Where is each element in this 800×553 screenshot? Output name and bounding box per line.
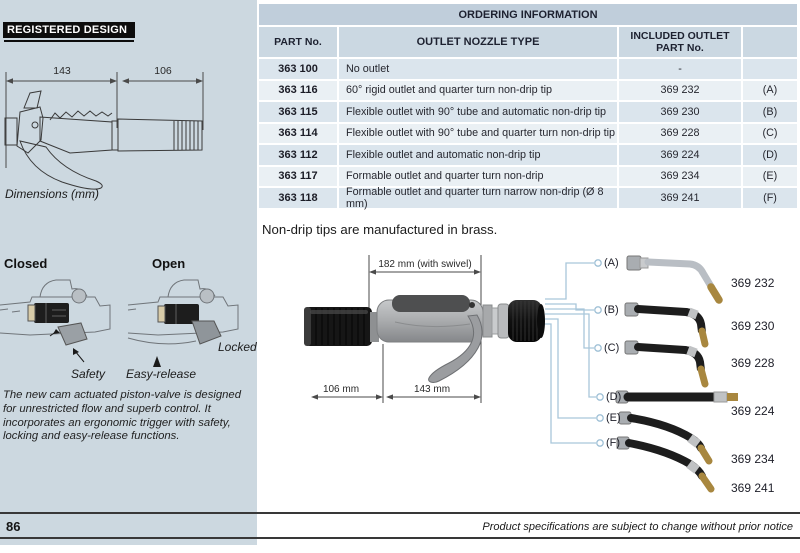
footer-bottom-rule — [0, 537, 800, 539]
col-header-ref — [743, 27, 797, 57]
included-part-cell: 369 234 — [619, 167, 741, 187]
dim-143mm-label: 143 mm — [413, 384, 451, 395]
table-row — [259, 145, 797, 165]
open-valve-diagram — [128, 280, 238, 344]
dim-182-label: 182 mm (with swivel) — [378, 259, 472, 270]
nozzle-f-label: (F) — [606, 437, 621, 449]
nozzle-c-image — [625, 341, 705, 384]
ref-cell: (E) — [743, 167, 797, 187]
nozzle-type-cell: Formable outlet and quarter turn non-drip — [339, 167, 617, 187]
nozzle-a-part-number: 369 232 — [731, 276, 775, 290]
open-label: Open — [152, 256, 186, 271]
nozzle-e-label: (E) — [606, 412, 621, 424]
part-no-cell: 363 115 — [259, 102, 337, 122]
product-figure — [258, 240, 800, 506]
table-row — [259, 185, 797, 210]
part-no-cell: 363 117 — [259, 167, 337, 187]
grease-gun-image — [304, 295, 545, 382]
nozzle-type-cell: 60° rigid outlet and quarter turn non-drip tip — [339, 81, 617, 101]
table-title: ORDERING INFORMATION — [259, 4, 797, 25]
nozzle-e-part-number: 369 234 — [731, 452, 775, 466]
ref-cell: (C) — [743, 124, 797, 144]
nozzle-a-image — [627, 256, 719, 300]
included-part-cell: 369 228 — [619, 124, 741, 144]
nozzle-f-part-number: 369 241 — [731, 481, 775, 495]
page-number: 86 — [6, 519, 21, 534]
safety-label: Safety — [71, 367, 106, 381]
locked-label: Locked — [218, 340, 257, 354]
brass-note: Non-drip tips are manufactured in brass. — [262, 222, 498, 237]
registered-design-banner — [3, 22, 135, 40]
easy-release-arrow — [153, 356, 161, 367]
part-no-cell: 363 116 — [259, 81, 337, 101]
product-description: The new cam actuated piston-valve is designed for unrestricted flow and superb control. It incorporates an ergonomic trigger with safety, locking and easy-release functions. — [3, 389, 241, 443]
nozzle-b-image — [625, 303, 705, 344]
part-no-cell: 363 114 — [259, 124, 337, 144]
valve-diagrams — [0, 272, 257, 372]
dim-106mm-label: 106 mm — [322, 384, 360, 395]
ref-cell: (B) — [743, 102, 797, 122]
footer-notice: Product specifications are subject to change without prior notice — [482, 521, 793, 533]
table-row — [259, 167, 797, 187]
easy-release-label: Easy-release — [126, 367, 197, 381]
nozzle-type-cell: Flexible outlet with 90° tube and automatic non-drip tip — [339, 102, 617, 122]
dim-143-label: 143 — [53, 65, 71, 77]
included-part-cell: - — [619, 59, 741, 79]
connector-lines — [545, 263, 596, 443]
registered-design-label: REGISTERED DESIGN — [7, 24, 128, 36]
part-no-cell: 363 112 — [259, 145, 337, 165]
closed-label: Closed — [4, 256, 48, 271]
nozzle-type-cell: Flexible outlet and automatic non-drip tip — [339, 145, 617, 165]
part-no-cell: 363 118 — [259, 188, 337, 208]
ref-cell: (F) — [743, 188, 797, 208]
connector-dots — [595, 260, 603, 446]
col-header-included-outlet: INCLUDED OUTLET PART No. — [619, 27, 741, 57]
col-header-outlet-nozzle-type: OUTLET NOZZLE TYPE — [339, 27, 617, 57]
nozzle-d-image — [616, 391, 738, 403]
nozzle-type-cell: Flexible outlet with 90° tube and quarter turn non-drip tip — [339, 124, 617, 144]
ref-cell: (D) — [743, 145, 797, 165]
closed-valve-diagram — [0, 280, 110, 345]
included-part-cell: 369 230 — [619, 102, 741, 122]
nozzle-d-part-number: 369 224 — [731, 404, 775, 418]
nozzle-c-label: (C) — [604, 342, 620, 354]
table-row — [259, 81, 797, 101]
included-part-cell: 369 224 — [619, 145, 741, 165]
nozzle-b-label: (B) — [604, 304, 619, 316]
nozzle-type-cell: No outlet — [339, 59, 617, 79]
safety-arrow — [73, 348, 84, 362]
included-part-cell: 369 241 — [619, 188, 741, 208]
included-part-cell: 369 232 — [619, 81, 741, 101]
nozzle-type-cell: Formable outlet and quarter turn narrow non-drip (Ø 8 mm) — [339, 188, 617, 208]
dim-106-label: 106 — [154, 65, 172, 77]
gun-line-art — [5, 91, 202, 189]
table-row — [259, 102, 797, 122]
table-row — [259, 124, 797, 144]
ref-cell — [743, 59, 797, 79]
table-row — [259, 59, 797, 79]
nozzle-a-label: (A) — [604, 257, 619, 269]
ordering-information-table — [259, 4, 797, 210]
col-header-part-no: PART No. — [259, 27, 337, 57]
dimensions-caption: Dimensions (mm) — [5, 187, 100, 201]
table-header-row — [259, 27, 797, 57]
nozzle-c-part-number: 369 228 — [731, 356, 775, 370]
nozzle-d-label: (D) — [606, 391, 622, 403]
part-no-cell: 363 100 — [259, 59, 337, 79]
nozzle-b-part-number: 369 230 — [731, 319, 775, 333]
registered-design-drawing — [0, 60, 257, 205]
ref-cell: (A) — [743, 81, 797, 101]
footer-top-rule — [0, 512, 800, 514]
